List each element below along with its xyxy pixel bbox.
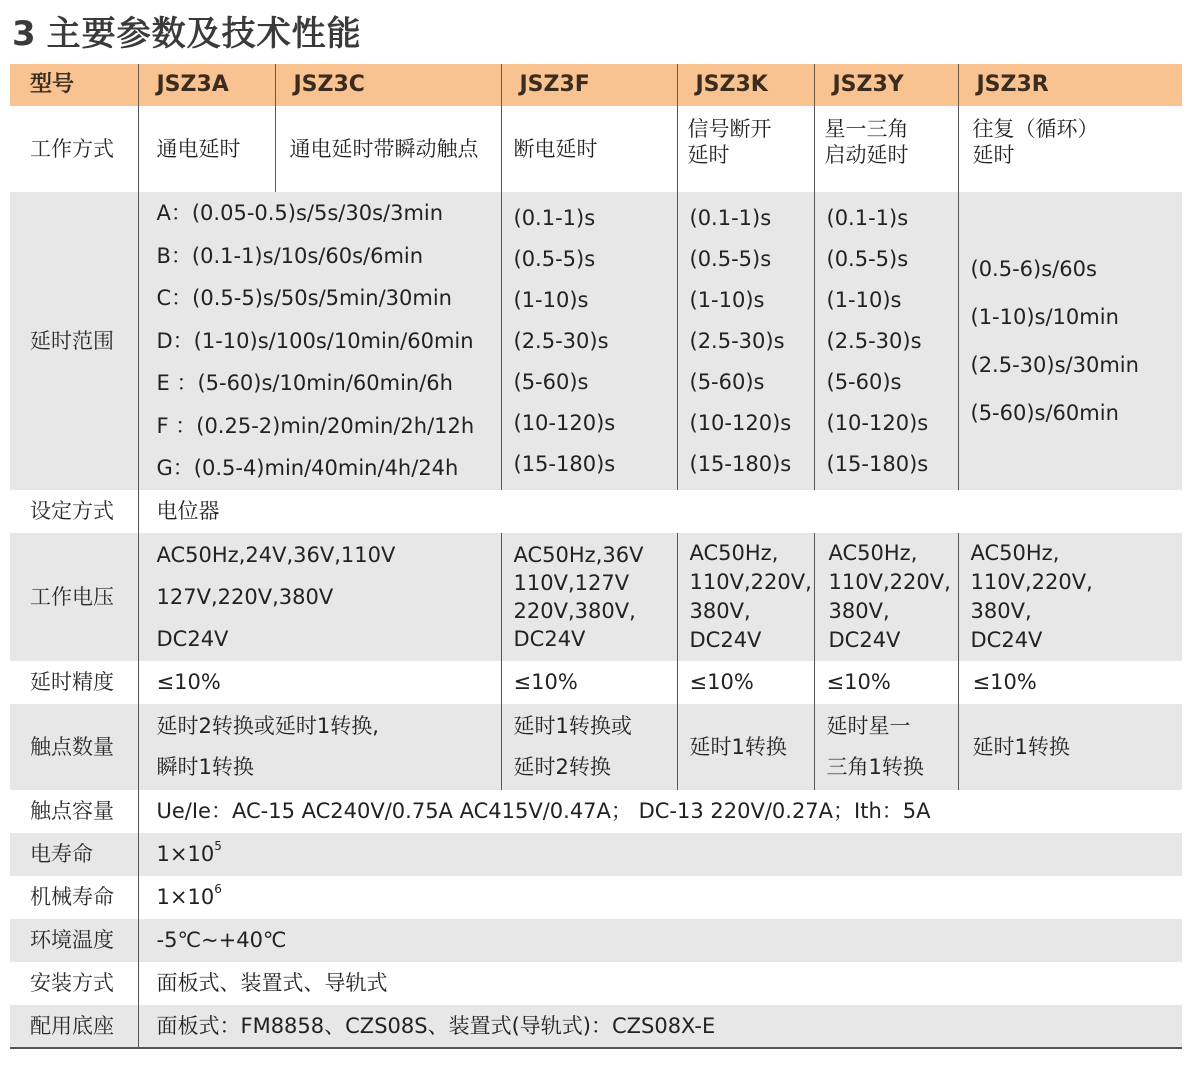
row-label: 触点容量 <box>10 790 138 833</box>
row-socket <box>10 1005 1182 1048</box>
cell-delay-range-k <box>677 192 814 490</box>
cell-line: (15-180)s <box>513 451 616 476</box>
cell-line: 380V, <box>689 599 751 623</box>
cell-line: (2.5-30)s <box>689 328 785 353</box>
cell-line: 延时2转换或延时1转换, <box>156 714 379 738</box>
cell-line: (2.5-30)s <box>826 328 922 353</box>
cell-line: 往复（循环） <box>972 117 1099 141</box>
cell-line: (10-120)s <box>689 410 792 435</box>
cell-install-mode: 面板式、装置式、导轨式 <box>138 962 1182 1005</box>
cell-work-mode-y <box>814 106 958 192</box>
cell-delay-range-a-c <box>138 192 501 490</box>
cell-line: (5-60)s <box>826 369 902 394</box>
life-exponent: 5 <box>214 839 222 854</box>
cell-accuracy-f: ≤10% <box>501 661 677 704</box>
row-label: 电寿命 <box>10 833 138 876</box>
cell-line: 110V,127V <box>513 571 630 595</box>
cell-voltage-f <box>501 533 677 661</box>
cell-delay-range-r <box>958 192 1182 490</box>
life-exponent: 6 <box>214 882 222 897</box>
cell-line: (0.1-1)s <box>689 205 772 230</box>
row-contacts <box>10 704 1182 790</box>
cell-contacts-r: 延时1转换 <box>958 704 1182 790</box>
cell-line: 信号断开 <box>687 117 772 141</box>
cell-line: (0.1-1)s <box>513 205 596 230</box>
cell-work-mode-a: 通电延时 <box>138 106 275 192</box>
row-label: 安装方式 <box>10 962 138 1005</box>
cell-accuracy-r: ≤10% <box>958 661 1182 704</box>
cell-delay-range-f <box>501 192 677 490</box>
row-label: 设定方式 <box>10 490 138 533</box>
cell-line: (0.5-6)s/60s <box>970 257 1097 281</box>
cell-accuracy-y: ≤10% <box>814 661 958 704</box>
row-label: 机械寿命 <box>10 876 138 919</box>
cell-line: 380V, <box>970 599 1032 623</box>
life-base: 1×10 <box>156 885 215 910</box>
cell-line: (2.5-30)s <box>513 328 609 353</box>
cell-line: (1-10)s <box>513 287 589 312</box>
cell-line: AC50Hz, <box>970 541 1060 565</box>
row-label: 配用底座 <box>10 1005 138 1048</box>
cell-line: F ：(0.25-2)min/20min/2h/12h <box>156 413 475 438</box>
cell-line: AC50Hz,24V,36V,110V <box>156 543 396 567</box>
row-label: 延时范围 <box>10 192 138 490</box>
cell-line: 110V,220V, <box>970 570 1093 594</box>
row-accuracy <box>10 661 1182 704</box>
header-model-jsz3a: JSZ3A <box>138 64 275 106</box>
cell-line: AC50Hz, <box>828 541 918 565</box>
cell-line: 延时 <box>687 143 730 168</box>
cell-line: 127V,220V,380V <box>156 585 334 609</box>
cell-contacts-a-c <box>138 704 501 790</box>
cell-delay-range-y <box>814 192 958 490</box>
cell-line: 220V,380V, <box>513 599 636 623</box>
page-title <box>12 6 362 55</box>
cell-line: DC24V <box>156 627 229 651</box>
cell-ambient-temp: -5℃~+40℃ <box>138 919 1182 962</box>
cell-line: 110V,220V, <box>689 570 812 594</box>
cell-line: (5-60)s <box>689 369 765 394</box>
row-label: 工作电压 <box>10 533 138 661</box>
cell-line: E ：(5-60)s/10min/60min/6h <box>156 371 453 396</box>
cell-work-mode-f: 断电延时 <box>501 106 677 192</box>
cell-line: 延时星一 <box>826 714 911 738</box>
cell-line: 延时 <box>972 143 1015 168</box>
cell-voltage-y <box>814 533 958 661</box>
cell-line: (0.1-1)s <box>826 205 909 230</box>
cell-line: B：(0.1-1)s/10s/60s/6min <box>156 243 424 268</box>
cell-line: (1-10)s/10min <box>970 305 1119 329</box>
cell-electrical-life <box>138 833 1182 876</box>
cell-line: 瞬时1转换 <box>156 755 254 779</box>
row-label: 工作方式 <box>10 106 138 192</box>
table-header-row <box>10 64 1182 106</box>
spec-table <box>10 64 1182 1049</box>
cell-line: A：(0.05-0.5)s/5s/30s/3min <box>156 201 444 226</box>
header-model-jsz3c: JSZ3C <box>275 64 501 106</box>
header-model-jsz3r: JSZ3R <box>958 64 1182 106</box>
cell-line: 启动延时 <box>824 143 909 168</box>
header-model-jsz3k: JSZ3K <box>677 64 814 106</box>
row-voltage <box>10 533 1182 661</box>
cell-line: (10-120)s <box>513 410 616 435</box>
cell-line: DC24V <box>970 628 1043 652</box>
cell-setting-mode: 电位器 <box>138 490 1182 533</box>
cell-line: G：(0.5-4)min/40min/4h/24h <box>156 456 459 481</box>
row-work-mode <box>10 106 1182 192</box>
header-model-label: 型号 <box>10 64 138 106</box>
row-mechanical-life <box>10 876 1182 919</box>
cell-contacts-k: 延时1转换 <box>677 704 814 790</box>
cell-line: C：(0.5-5)s/50s/5min/30min <box>156 286 452 311</box>
row-label: 环境温度 <box>10 919 138 962</box>
cell-accuracy-a-c: ≤10% <box>138 661 501 704</box>
cell-line: (15-180)s <box>689 451 792 476</box>
row-install-mode <box>10 962 1182 1005</box>
cell-line: AC50Hz,36V <box>513 543 644 567</box>
cell-accuracy-k: ≤10% <box>677 661 814 704</box>
cell-line: AC50Hz, <box>689 541 779 565</box>
section-number: 3 <box>12 14 37 54</box>
cell-contacts-y <box>814 704 958 790</box>
cell-line: 三角1转换 <box>826 755 924 779</box>
row-label: 触点数量 <box>10 704 138 790</box>
cell-work-mode-r <box>958 106 1182 192</box>
cell-line: 星一三角 <box>824 117 909 141</box>
section-title: 主要参数及技术性能 <box>46 14 362 54</box>
cell-line: DC24V <box>689 628 762 652</box>
cell-work-mode-c: 通电延时带瞬动触点 <box>275 106 501 192</box>
cell-voltage-a-c <box>138 533 501 661</box>
cell-socket: 面板式：FM8858、CZS08S、装置式(导轨式)：CZS08X-E <box>138 1005 1182 1048</box>
row-electrical-life <box>10 833 1182 876</box>
cell-line: (5-60)s/60min <box>970 401 1119 425</box>
cell-mechanical-life <box>138 876 1182 919</box>
cell-line: (2.5-30)s/30min <box>970 353 1139 377</box>
cell-line: (10-120)s <box>826 410 929 435</box>
cell-line: (15-180)s <box>826 451 929 476</box>
cell-line: 380V, <box>828 599 890 623</box>
cell-work-mode-k <box>677 106 814 192</box>
row-contact-capacity <box>10 790 1182 833</box>
cell-line: (0.5-5)s <box>689 246 772 271</box>
cell-line: (0.5-5)s <box>826 246 909 271</box>
cell-line: (5-60)s <box>513 369 589 394</box>
cell-voltage-k <box>677 533 814 661</box>
cell-line: (0.5-5)s <box>513 246 596 271</box>
row-label: 延时精度 <box>10 661 138 704</box>
cell-voltage-r <box>958 533 1182 661</box>
cell-line: D：(1-10)s/100s/10min/60min <box>156 328 474 353</box>
cell-line: DC24V <box>828 628 901 652</box>
header-model-jsz3y: JSZ3Y <box>814 64 958 106</box>
life-base: 1×10 <box>156 842 215 867</box>
cell-line: (1-10)s <box>689 287 765 312</box>
row-setting-mode <box>10 490 1182 533</box>
cell-line: 延时1转换或 <box>513 714 632 738</box>
header-model-jsz3f: JSZ3F <box>501 64 677 106</box>
cell-contacts-f <box>501 704 677 790</box>
cell-line: 110V,220V, <box>828 570 951 594</box>
cell-line: DC24V <box>513 627 586 651</box>
cell-contact-capacity: Ue/Ie：AC-15 AC240V/0.75A AC415V/0.47A； DC-13 220V/0.27A；Ith：5A <box>138 790 1182 833</box>
row-ambient-temp <box>10 919 1182 962</box>
cell-line: (1-10)s <box>826 287 902 312</box>
row-delay-range <box>10 192 1182 490</box>
cell-line: 延时2转换 <box>513 755 611 779</box>
